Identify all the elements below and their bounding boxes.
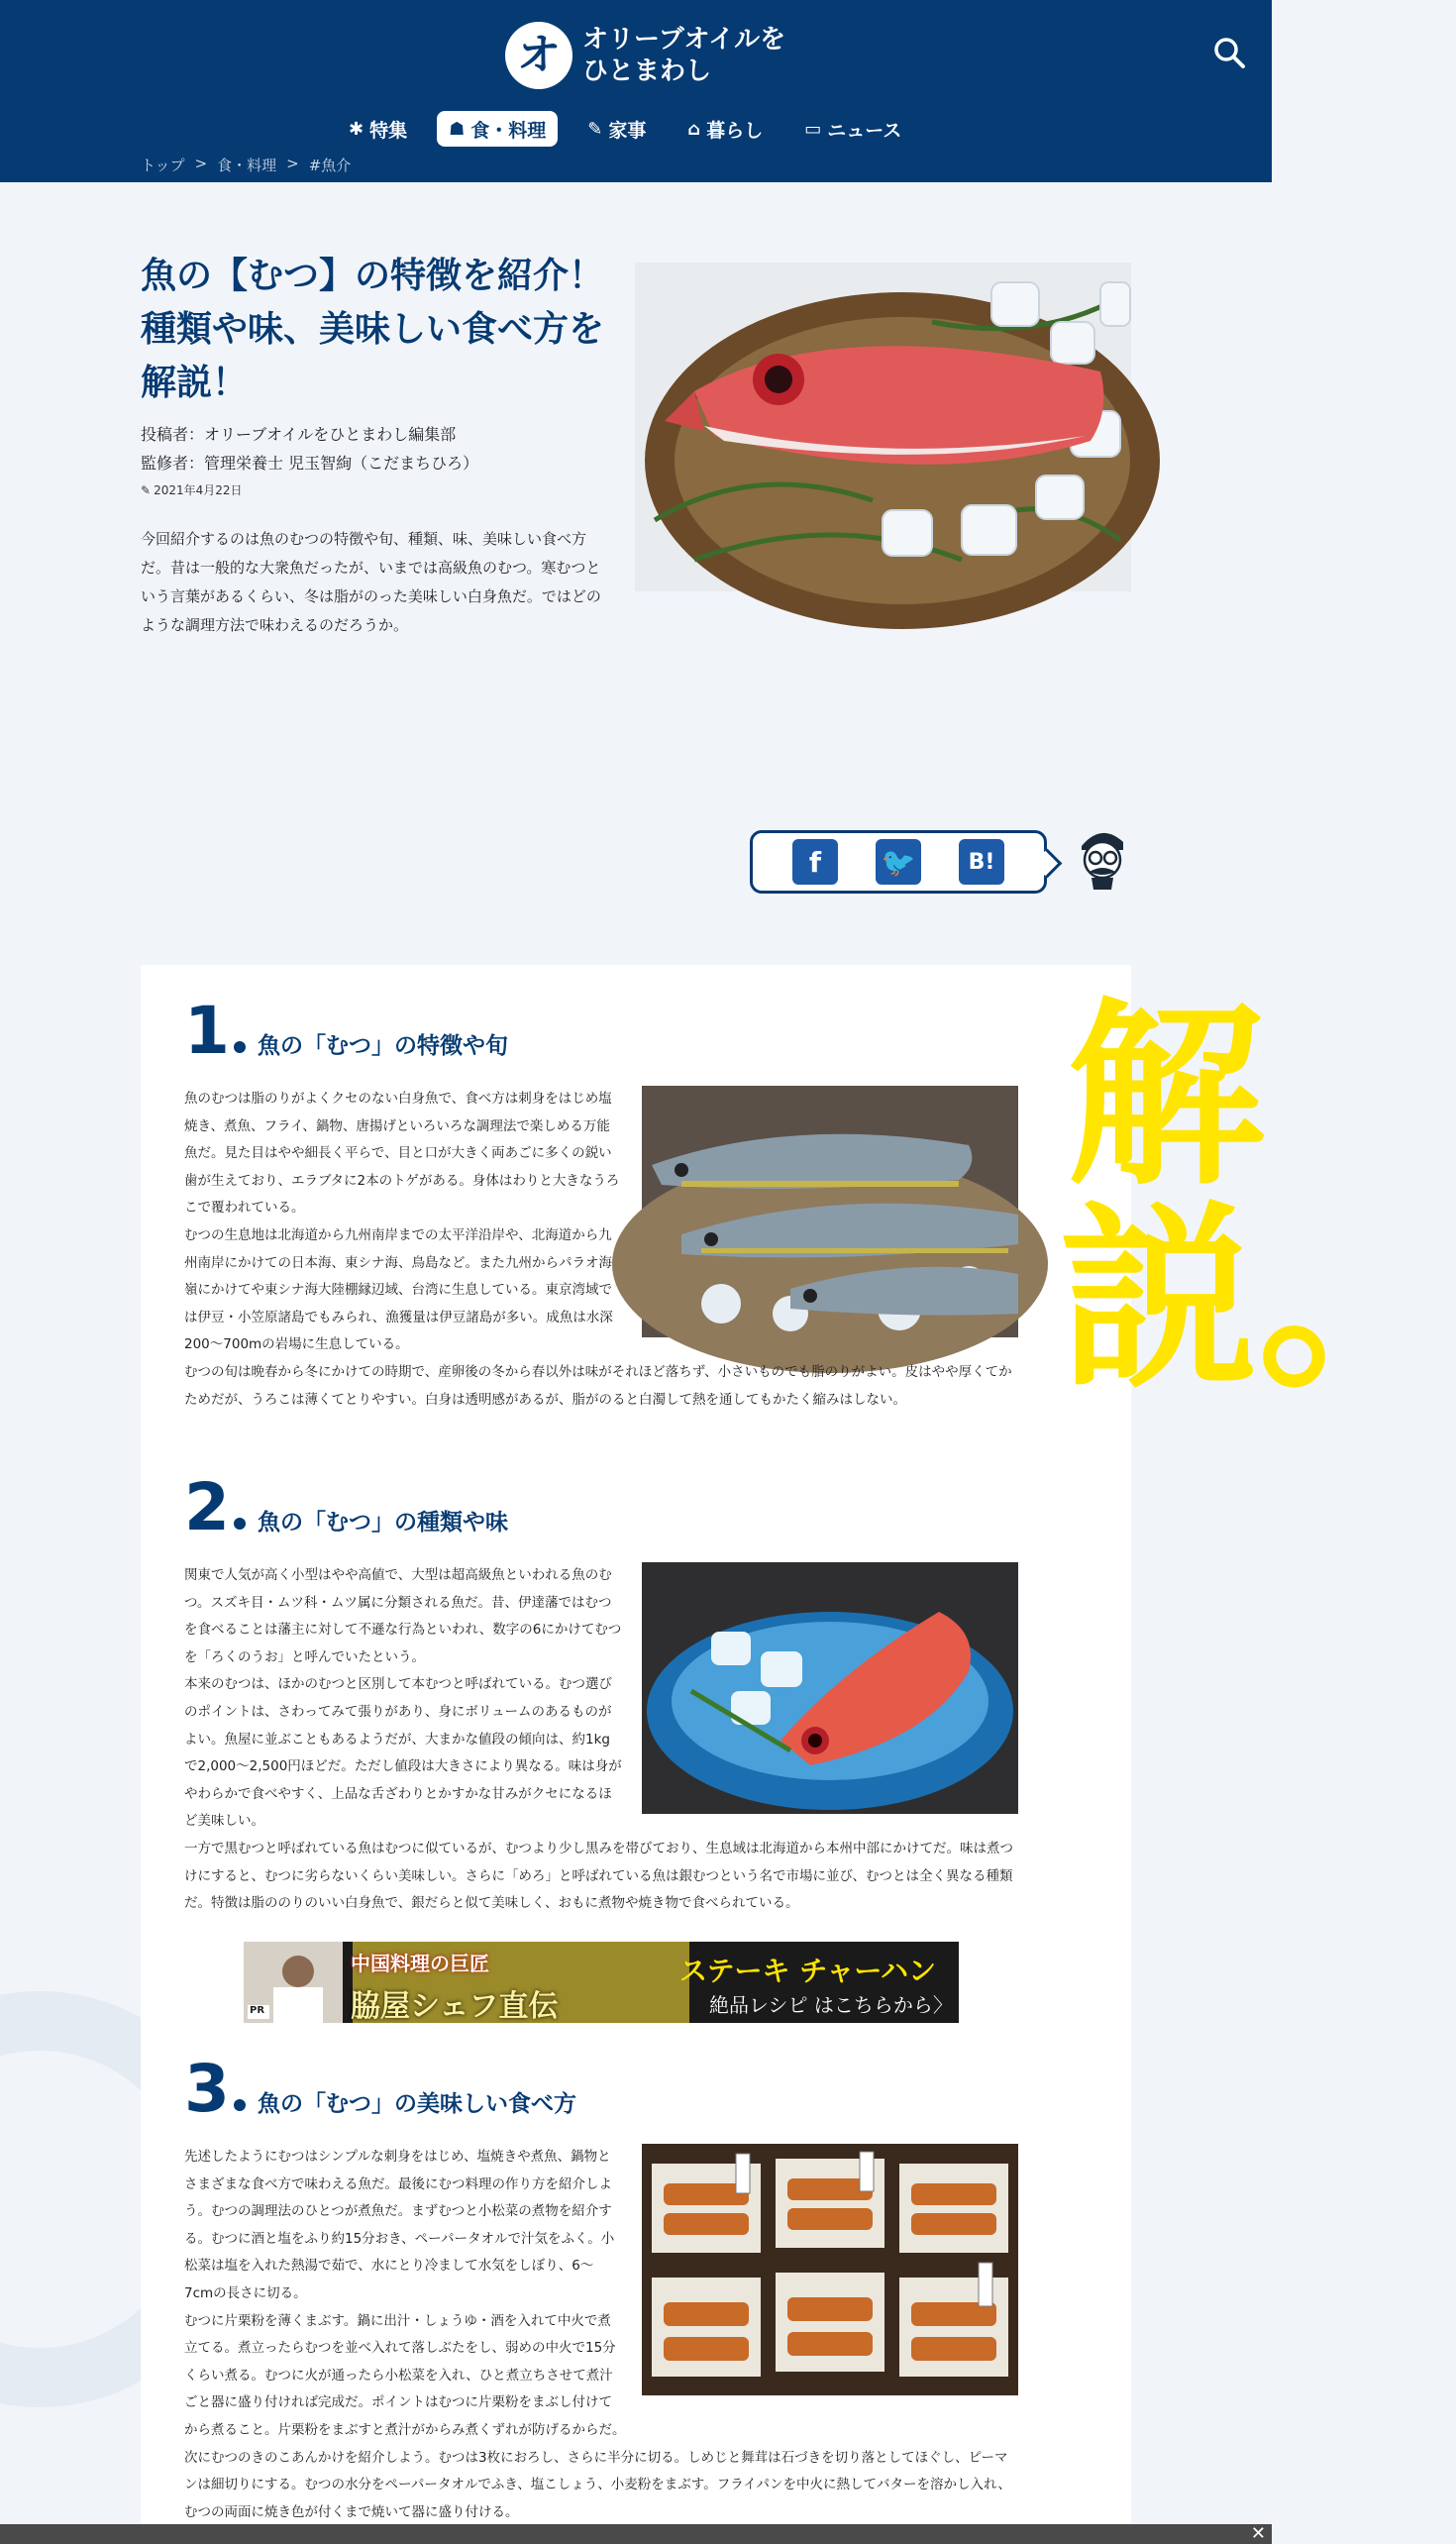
nav-item-food[interactable] (437, 111, 558, 147)
nav-label: 特集 (369, 119, 408, 142)
mascot-face-icon (1072, 824, 1131, 892)
section-paragraph: 本来のむつは、ほかのむつと区別して本むつと呼ばれている。むつ選びのポイントは、さわってみて張りがあり、身にボリュームのあるものがよい。魚屋に並ぶこともあるようだが、大まかな値段の傾向は、約1kgで2,000～2,500円ほどだ。ただし値段は大きさにより異なる。味は身がやわらかで食べやすく、上品な舌ざわりとかすかな甘みがクセになるほど美味しい。 (184, 1676, 622, 1830)
section-title: 魚の「むつ」の美味しい食べ方 (257, 2091, 576, 2117)
close-icon[interactable]: ✕ (1250, 2523, 1266, 2544)
ad-headline: ステーキ チャーハン (679, 1955, 936, 1987)
nav-item-news[interactable] (792, 111, 913, 147)
section-paragraph: 一方で黒むつと呼ばれている魚はむつに似ているが、むつより少し黒みを帯びており、生息域は北海道から本州中部にかけてだ。味は煮つけにすると、むつに劣らないくらい美味しい。さらに「めろ」と呼ばれている魚は銀むつという名で市場に並び、むつとは全く異なる種類だ。特徴は脂ののりのいい白身魚で、銀だらと似て美味しく、おもに煮物や焼き物で食べられている。 (184, 1840, 1013, 1912)
section-paragraph: 先述したようにむつはシンプルな刺身をはじめ、塩焼きや煮魚、鍋物とさまざまな食べ方で味わえる魚だ。最後にむつ料理の作り方を紹介しよう。むつの調理法のひとつが煮魚だ。まずむつと小松菜の煮物を紹介する。むつに酒と塩をふり約15分おき、ペーパータオルで汁気をふく。小松菜は塩を入れた熱湯で茹で、水にとり冷まして水気をしぼり、6～7cmの長さに切る。 (184, 2149, 615, 2301)
site-header (0, 0, 1272, 182)
section-paragraph: むつの旬は晩春から冬にかけての時期で、産卵後の冬から春以外は味がそれほど落ちず、小さいものでも脂のりがよい。皮はやや厚くてかためだが、うろこは薄くてとりやすい。白身は透明感があるが、脂がのると白濁して熱を通してもかたく縮みはしない。 (184, 1363, 1012, 1408)
section-dot (234, 1041, 246, 1053)
article-intro: 今回紹介するのは魚のむつの特徴や旬、種類、味、美味しい食べ方だ。昔は一般的な大衆魚だったが、いまでは高級魚のむつ。寒むつという言葉があるくらい、冬は脂がのった美味しい白身魚だ。ではどのような調理方法で味わえるのだろうか。 (141, 530, 601, 634)
supervisor: 監修者：管理栄養士 児玉智絢（こだまちひろ） (141, 454, 479, 473)
section-title: 魚の「むつ」の特徴や旬 (257, 1033, 508, 1059)
nav-label: 暮らし (706, 119, 764, 142)
section-image-grilled-fish-market (642, 2144, 1018, 2395)
nav-item-housework[interactable] (575, 111, 658, 147)
nav-label: 食・料理 (470, 119, 547, 142)
breadcrumb-top[interactable]: トップ (141, 157, 185, 174)
house-icon: ⌂ (687, 118, 701, 140)
section-dot (234, 1518, 246, 1530)
section-1 (184, 993, 1018, 1414)
feature-icon: ✱ (349, 118, 364, 140)
section-image-fish-bowl (642, 1562, 1018, 1814)
section-3 (184, 2051, 1018, 2526)
date-text: 2021年4月22日 (154, 483, 243, 497)
breadcrumb (141, 155, 351, 175)
section-body (184, 2144, 1018, 2526)
breadcrumb-seafood[interactable]: #魚介 (308, 157, 352, 174)
hatena-share-button[interactable]: B! (959, 839, 1004, 885)
section-paragraph: 魚のむつは脂のりがよくクセのない白身魚で、食べ方は刺身をはじめ塩焼き、煮魚、フライ、鍋物、唐揚げといろいろな調理法で楽しめる万能魚だ。見た目はやや細長く平らで、目と口が大きく両あごに多くの鋭い歯が生えており、エラブタに2本のトゲがある。身体はわりと大きなうろこで覆われている。 (184, 1091, 620, 1217)
section-body (184, 1562, 1018, 1918)
food-icon: ☗ (449, 118, 466, 140)
author: 投稿者：オリーブオイルをひとまわし編集部 (141, 425, 457, 444)
ad-banner[interactable] (244, 1942, 959, 2023)
logo-text: オリーブオイルを ひとまわし (582, 25, 786, 86)
article-meta (141, 420, 478, 477)
hero-image-fish-on-ice (635, 263, 1131, 591)
article-title: 魚の【むつ】の特徴を紹介！種類や味、美味しい食べ方を解説！ (141, 256, 605, 403)
section-number: 1 (184, 993, 230, 1069)
section-body (184, 1086, 1018, 1414)
ad-line2: 脇屋シェフ直伝 (351, 1989, 559, 2024)
search-icon[interactable] (1212, 36, 1246, 69)
nav-label: 家事 (608, 119, 647, 142)
breadcrumb-food[interactable]: 食・料理 (217, 157, 277, 174)
publish-date (141, 481, 243, 498)
broom-icon: ✎ (587, 118, 603, 140)
section-dot (234, 2099, 246, 2111)
section-paragraph: むつの生息地は北海道から九州南岸までの太平洋沿岸や、北海道から九州南岸にかけての日本海、東シナ海、鳥島など。また九州からパラオ海嶺にかけてや東シナ海大陸棚縁辺域、台湾に生息している。東京湾域では伊豆・小笠原諸島でもみられ、漁獲量は伊豆諸島が多い。成魚は水深200〜700mの岩場に生息している。 (184, 1226, 613, 1353)
section-paragraph: 関東で人気が高く小型はやや高値で、大型は超高級魚といわれる魚のむつ。スズキ目・ムツ科・ムツ属に分類される魚だ。昔、伊達藩ではむつを食べることは藩主に対して不遜な行為といわれ、数字の6にかけてむつを「ろくのうお」と呼んでいたという。 (184, 1567, 622, 1665)
section-image-fish-basket (642, 1086, 1018, 1337)
nav-label: ニュース (827, 119, 902, 142)
bottom-overlay-bar (0, 2524, 1272, 2544)
logo-mark: オ (505, 22, 572, 89)
section-paragraph: むつに片栗粉を薄くまぶす。鍋に出汁・しょうゆ・酒を入れて中火で煮立てる。煮立ったらむつを並べ入れて落しぶたをし、弱めの中火で15分くらい煮る。むつに火が通ったら小松菜を入れ、ひと煮立ちさせて煮汁ごと器に盛り付ければ完成だ。ポイントはむつに片栗粉をまぶし付けてから煮ること。片栗粉をまぶすと煮汁がからみ煮くずれが防げるからだ。 (184, 2312, 626, 2438)
ad-line1: 中国料理の巨匠 (351, 1952, 489, 1975)
section-number: 2 (184, 1469, 230, 1545)
section-heading (184, 993, 1018, 1069)
nav-item-features[interactable] (337, 111, 419, 147)
share-box (750, 830, 1047, 894)
section-number: 3 (184, 2051, 230, 2127)
decorative-heading: 解説。 (1060, 982, 1456, 1416)
pencil-icon: ✎ (141, 482, 152, 497)
section-2 (184, 1469, 1018, 1918)
nav-item-lifestyle[interactable] (676, 111, 775, 147)
section-heading (184, 2051, 1018, 2127)
breadcrumb-separator: > (286, 155, 299, 172)
twitter-share-button[interactable]: 🐦 (876, 839, 921, 885)
news-icon: ▭ (804, 118, 822, 140)
breadcrumb-separator: > (194, 155, 208, 172)
facebook-share-button[interactable]: f (792, 839, 838, 885)
section-title: 魚の「むつ」の種類や味 (257, 1510, 508, 1536)
ad-pr-label: PR (250, 2005, 265, 2016)
site-logo[interactable] (505, 22, 785, 89)
section-heading (184, 1469, 1018, 1545)
ad-cta: 絶品レシピ はこちらから〉 (709, 1993, 953, 2017)
section-paragraph: 次にむつのきのこあんかけを紹介しよう。むつは3枚におろし、さらに半分に切る。しめじと舞茸は石づきを切り落としてほぐし、ピーマンは細切りにする。むつの水分をペーパータオルでふき、塩こしょう、小麦粉をまぶす。フライパンを中火に熱してバターを溶かし入れ、むつの両面に焼き色が付くまで焼いて器に盛り付ける。 (184, 2449, 1011, 2520)
main-nav (337, 111, 913, 147)
